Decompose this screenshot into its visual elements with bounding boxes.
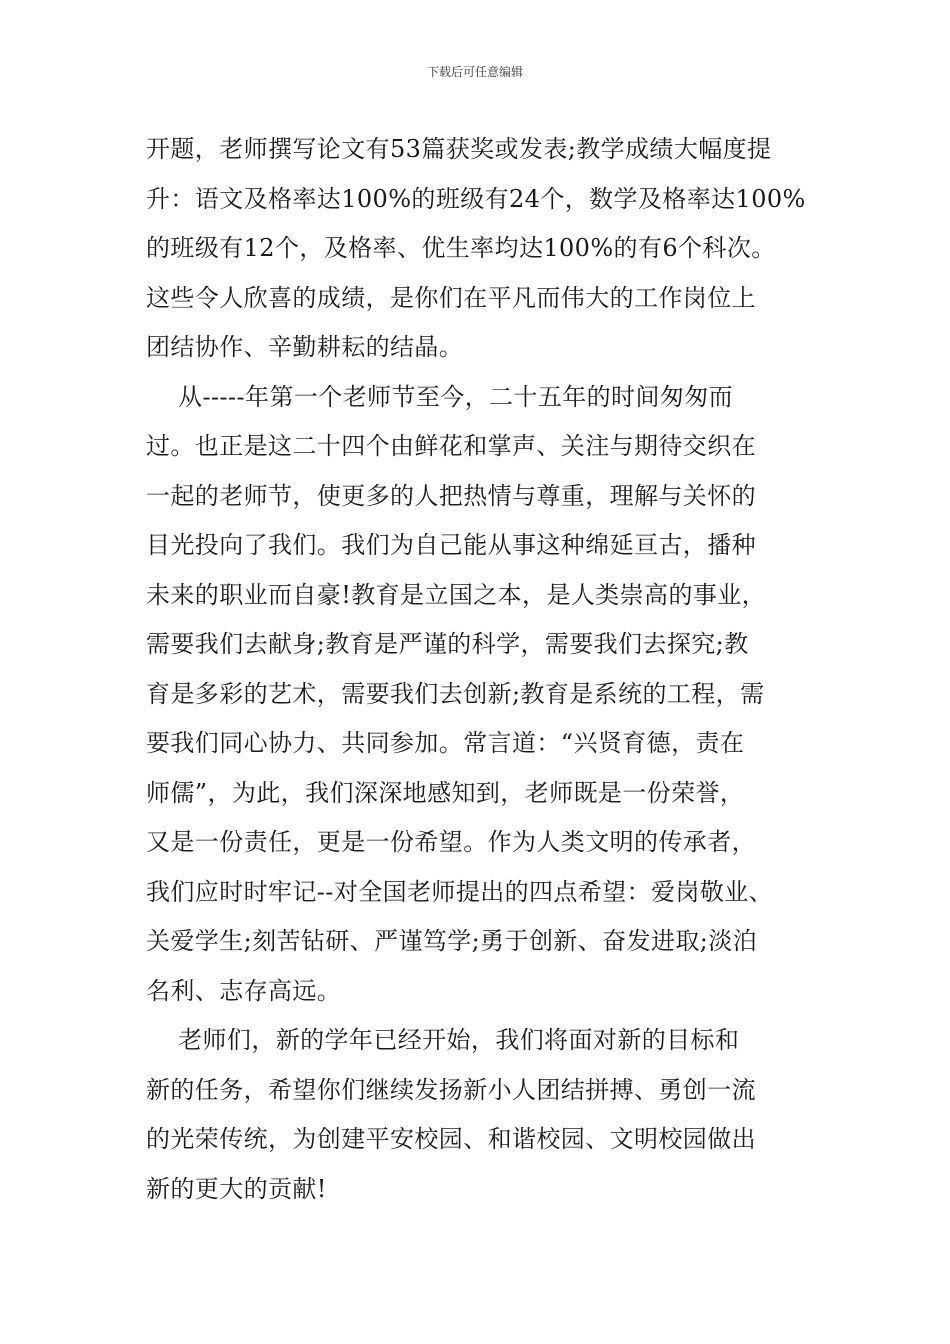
text-line: 关爱学生;刻苦钻研、严谨笃学;勇于创新、奋发进取;淡泊	[146, 927, 758, 955]
text-line: 师儒”，为此，我们深深地感知到，老师既是一份荣誉，	[146, 778, 745, 807]
text-line: 目光投向了我们。我们为自己能从事这种绵延亘古，播种	[146, 531, 756, 559]
text-line: 未来的职业而自豪!教育是立国之本，是人类崇高的事业，	[146, 580, 767, 609]
text-line: 升：语文及格率达100%的班级有24个，数学及格率达100%	[146, 184, 806, 213]
text-line: 名利、志存高远。	[146, 976, 342, 1005]
text-line: 开题，老师撰写论文有53篇获奖或发表;教学成绩大幅度提	[146, 135, 772, 163]
text-line: 过。也正是这二十四个由鲜花和掌声、关注与期待交织在	[146, 432, 756, 460]
text-line: 又是一份责任，更是一份希望。作为人类文明的传承者，	[146, 828, 756, 856]
text-line: 一起的老师节，使更多的人把热情与尊重，理解与关怀的	[146, 481, 756, 510]
text-line: 老师们，新的学年已经开始，我们将面对新的目标和	[146, 1026, 740, 1054]
text-line: 的班级有12个，及格率、优生率均达100%的有6个科次。	[146, 234, 776, 262]
text-line: 团结协作、辛勤耕耘的结晶。	[146, 333, 464, 361]
text-line: 育是多彩的艺术，需要我们去创新;教育是系统的工程，需	[146, 679, 765, 708]
text-line: 要我们同心协力、共同参加。常言道：“兴贤育德，责在	[146, 729, 745, 757]
text-line: 新的更大的贡献!	[146, 1174, 327, 1203]
text-line: 从-----年第一个老师节至今，二十五年的时间匆匆而	[146, 382, 734, 411]
text-line: 的光荣传统，为创建平安校园、和谐校园、文明校园做出	[146, 1125, 756, 1153]
document-body	[146, 125, 826, 1214]
text-line: 新的任务，希望你们继续发扬新小人团结拼搏、勇创一流	[146, 1075, 756, 1104]
text-line: 这些令人欣喜的成绩，是你们在平凡而伟大的工作岗位上	[146, 283, 756, 312]
text-line: 我们应时时牢记--对全国老师提出的四点希望：爱岗敬业、	[146, 877, 774, 906]
text-line: 需要我们去献身;教育是严谨的科学，需要我们去探究;教	[146, 630, 749, 658]
page-header: 下载后可任意编辑	[426, 65, 523, 79]
